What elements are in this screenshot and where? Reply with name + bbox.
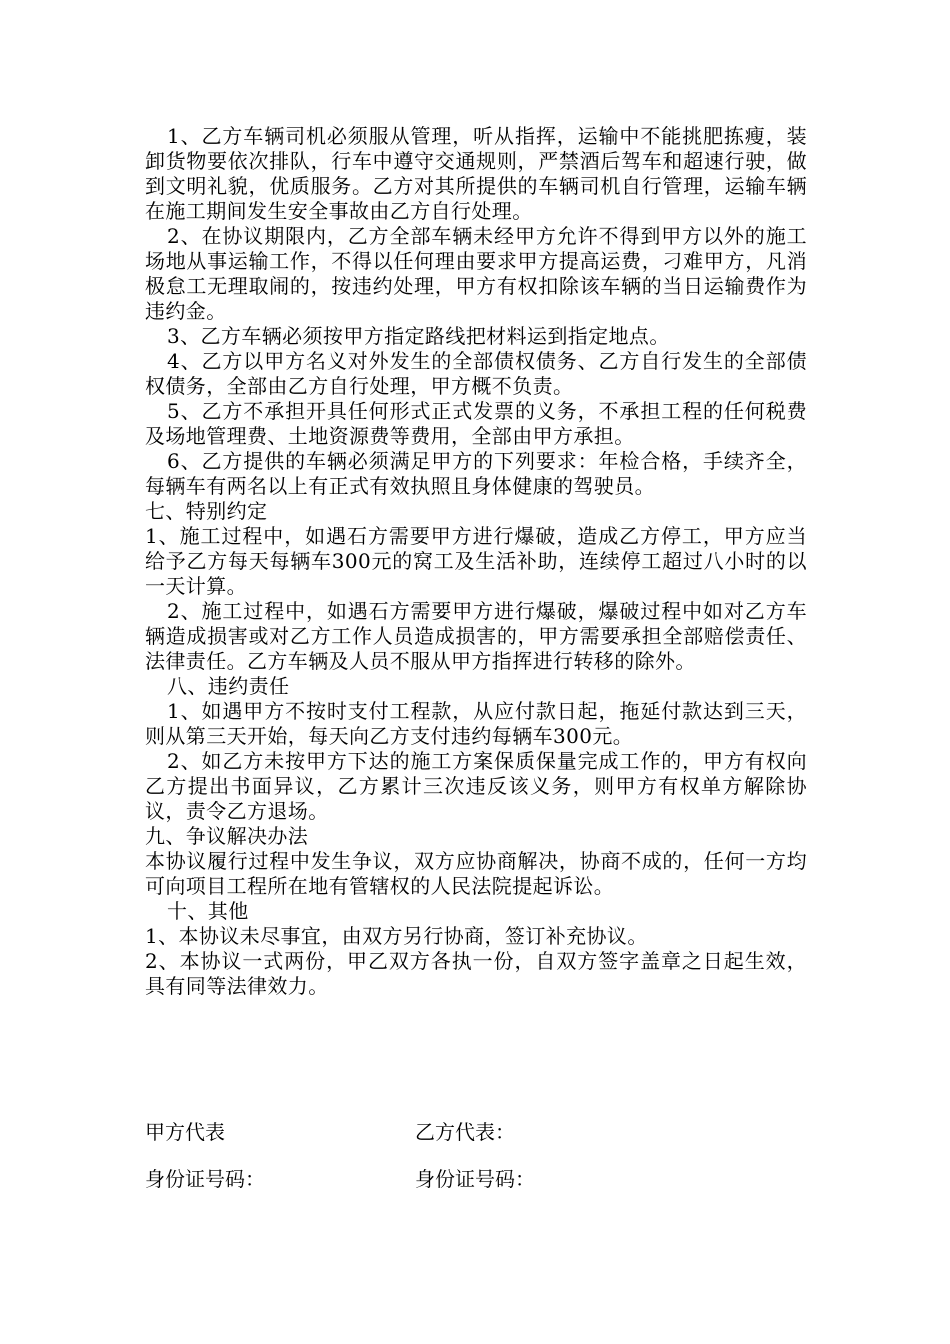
party-a-rep-label: 甲方代表: [145, 1120, 225, 1144]
section-heading-8: 八、违约责任: [167, 674, 290, 698]
clause-8-1: 1、如遇甲方不按时支付工程款，从应付款日起，拖延付款达到三天，则从第三天开始，每天向乙方支付违约每辆车300元。: [145, 699, 807, 748]
signature-block: [145, 1120, 807, 1214]
clause-6-1: 1、乙方车辆司机必须服从管理，听从指挥，运输中不能挑肥拣瘦，装卸货物要依次排队，行车中遵守交通规则，严禁酒后驾车和超速行驶，做到文明礼貌，优质服务。乙方对其所提供的车辆司机自行管理，运输车辆在施工期间发生安全事故由乙方自行处理。: [145, 124, 807, 223]
clause-6-6: 6、乙方提供的车辆必须满足甲方的下列要求：年检合格，手续齐全，每辆车有两名以上有正式有效执照且身体健康的驾驶员。: [145, 449, 807, 498]
clause-7-2: 2、施工过程中，如遇石方需要甲方进行爆破，爆破过程中如对乙方车辆造成损害或对乙方工作人员造成损害的，甲方需要承担全部赔偿责任、法律责任。乙方车辆及人员不服从甲方指挥进行转移的除外。: [145, 599, 807, 673]
signature-id-row: [145, 1167, 807, 1192]
party-b-rep-label: 乙方代表：: [415, 1120, 515, 1144]
clause-6-3: 3、乙方车辆必须按甲方指定路线把材料运到指定地点。: [167, 324, 670, 348]
clause-6-5: 5、乙方不承担开具任何形式正式发票的义务，不承担工程的任何税费及场地管理费、土地资源费等费用，全部由甲方承担。: [145, 399, 807, 448]
section-heading-7: 七、特别约定: [145, 499, 268, 523]
clause-6-2: 2、在协议期限内，乙方全部车辆未经甲方允许不得到甲方以外的施工场地从事运输工作，不得以任何理由要求甲方提高运费，刁难甲方，凡消极怠工无理取闹的，按违约处理，甲方有权扣除该车辆的当日运输费作为违约金。: [145, 224, 807, 323]
clause-9-1: 本协议履行过程中发生争议，双方应协商解决，协商不成的，任何一方均可向项目工程所在地有管辖权的人民法院提起诉讼。: [145, 849, 807, 898]
clause-6-4: 4、乙方以甲方名义对外发生的全部债权债务、乙方自行发生的全部债权债务，全部由乙方自行处理，甲方概不负责。: [145, 349, 807, 398]
clause-7-1: 1、施工过程中，如遇石方需要甲方进行爆破，造成乙方停工，甲方应当给予乙方每天每辆车300元的窝工及生活补助，连续停工超过八小时的以一天计算。: [145, 524, 807, 598]
clause-8-2: 2、如乙方未按甲方下达的施工方案保质保量完成工作的，甲方有权向乙方提出书面异议，乙方累计三次违反该义务，则甲方有权单方解除协议，责令乙方退场。: [145, 749, 807, 823]
section-heading-9: 九、争议解决办法: [145, 824, 309, 848]
clause-10-1: 1、本协议未尽事宜，由双方另行协商，签订补充协议。: [145, 924, 648, 948]
document-body: [145, 124, 807, 999]
clause-10-2: 2、本协议一式两份，甲乙双方各执一份，自双方签字盖章之日起生效，具有同等法律效力。: [145, 949, 807, 998]
section-heading-10: 十、其他: [167, 899, 249, 923]
party-b-id-label: 身份证号码：: [415, 1167, 535, 1191]
party-a-id-label: 身份证号码：: [145, 1167, 265, 1191]
signature-rep-row: [145, 1120, 807, 1145]
